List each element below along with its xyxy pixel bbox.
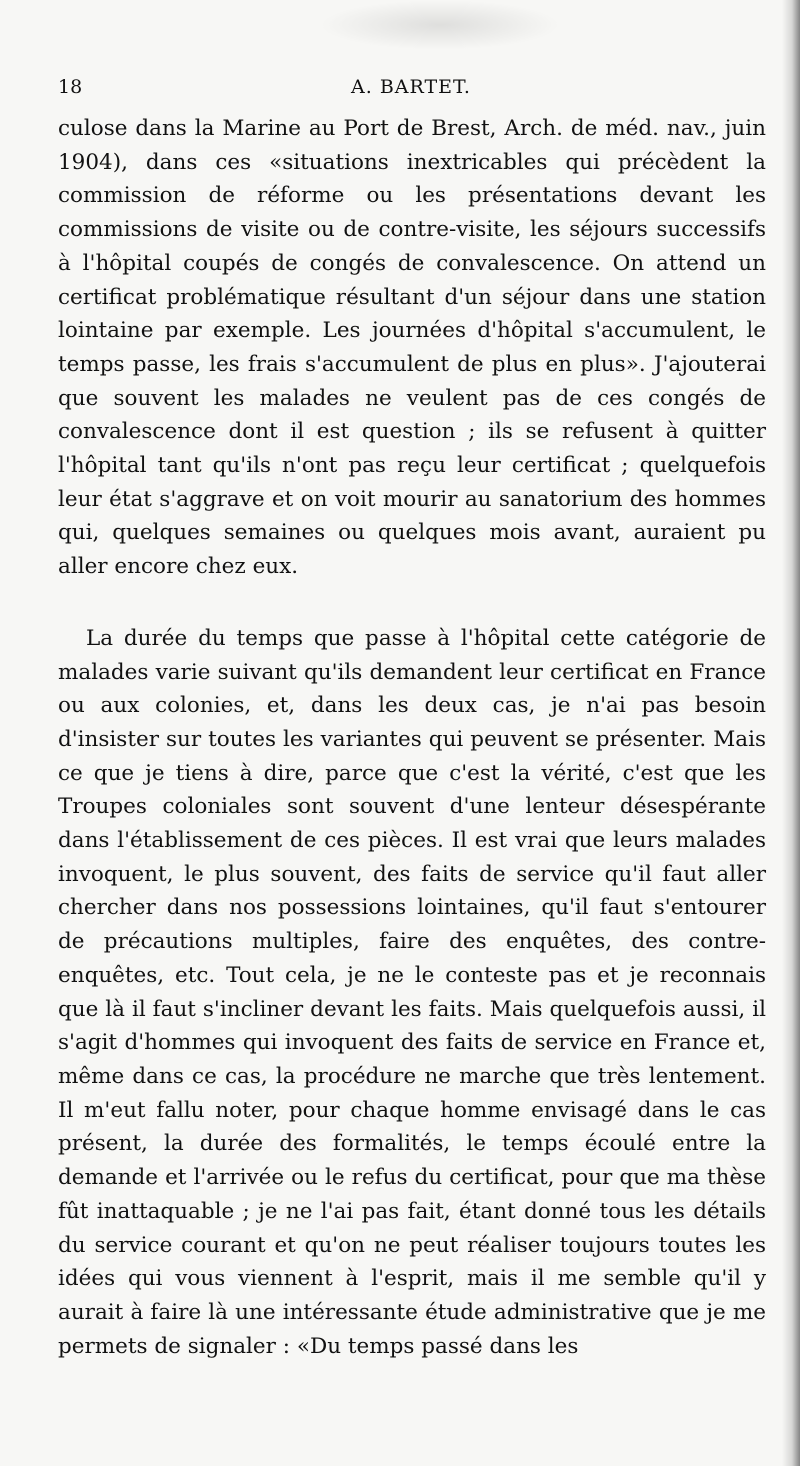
paragraph-duration: La durée du temps que passe à l'hôpital cette catégorie de malades varie suivant qu'ils demandent leur certificat en France ou aux colonies, et, dans les deux cas, je n'ai pas besoin d'insister sur toutes les variantes qui peuvent se présenter. Mais ce que je tiens à dire, parce que c'est la vérité, c'est que les Troupes coloniales sont souvent d'une lenteur désespérante dans l'établissement de ces pièces. Il est vrai que leurs malades invoquent, le plus souvent, des faits de service qu'il faut aller chercher dans nos possessions lointaines, qu'il faut s'entourer de précautions multiples, faire des enquêtes, des contre-enquêtes, etc. Tout cela, je ne le conteste pas et je reconnais que là il faut s'incliner devant les faits. Mais quelquefois aussi, il s'agit d'hommes qui invoquent des faits de service en France et, même dans ce cas, la procédure ne marche que très lentement. Il m'eut fallu noter, pour chaque homme envisagé dans le cas présent, la durée des formalités, le temps écoulé entre la demande et l'arrivée ou le refus du certificat, pour que ma thèse fût inattaquable ; je ne l'ai pas fait, étant donné tous les détails du service courant et qu'on ne peut réaliser toujours toutes les idées qui vous viennent à l'esprit, mais il me semble qu'il y aurait à faire là une intéressante étude administrative que je me permets de signaler : «Du temps passé dans les [58,625,766,1359]
page-header [58,72,764,106]
scan-edge-shadow [782,0,800,1466]
scan-shadow-top [320,0,560,50]
paragraph-continuation: culose dans la Marine au Port de Brest, Arch. de méd. nav., juin 1904), dans ces «situations inextricables qui précèdent la commission de réforme ou les présentations devant les commissions de visite ou de contre-visite, les séjours successifs à l'hôpital coupés de congés de convalescence. On attend un certificat problématique résultant d'un séjour dans une station lointaine par exemple. Les journées d'hôpital s'accumulent, le temps passe, les frais s'accumulent de plus en plus». J'ajouterai que souvent les malades ne veulent pas de ces congés de convalescence dont il est question ; ils se refusent à quitter l'hôpital tant qu'ils n'ont pas reçu leur certificat ; quelquefois leur état s'aggrave et on voit mourir au sanatorium des hommes qui, quelques semaines ou quelques mois avant, auraient pu aller encore chez eux. [58,116,766,580]
page-number: 18 [58,76,83,98]
body-text [58,112,766,1363]
running-head: A. BARTET. [351,76,471,98]
